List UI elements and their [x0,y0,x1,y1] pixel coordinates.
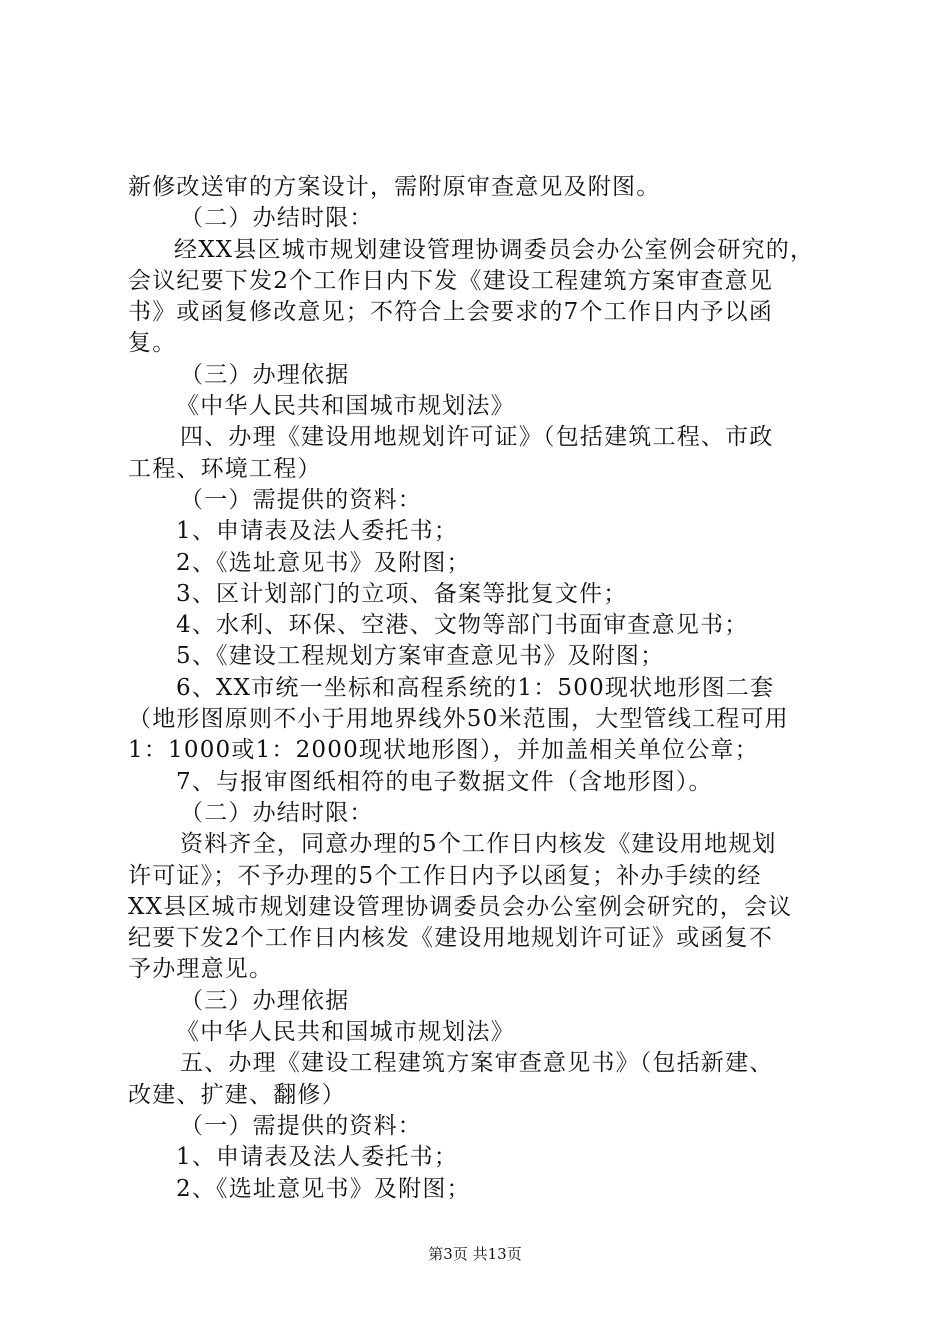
list-item: 1、申请表及法人委托书； [176,518,459,545]
list-item: 5、《建设工程规划方案审查意见书》及附图； [176,643,665,670]
law-reference: 《中华人民共和国城市规划法》 [176,393,515,420]
list-item: 2、《选址意见书》及附图； [176,549,471,576]
section-heading: （三）办理依据 [180,987,350,1014]
section-heading: （一）需提供的资料： [180,1112,422,1139]
text-line: 1：1000或1：2000现状地形图），并加盖相关单位公章； [128,737,759,764]
text-line: 工程、环境工程） [128,455,322,482]
law-reference: 《中华人民共和国城市规划法》 [176,1019,515,1046]
page-number-footer: 第3页 共13页 [428,1245,522,1263]
text-line: XX县区城市规划建设管理协调委员会办公室例会研究的，会议 [128,893,793,920]
text-line: 书》或函复修改意见；不符合上会要求的7个工作日内予以函 [128,299,774,326]
text-line: 予办理意见。 [128,956,274,983]
section-heading: （二）办结时限： [180,799,374,826]
text-line: 会议纪要下发2个工作日内下发《建设工程建筑方案审查意见 [128,267,774,294]
chapter-heading: 四、办理《建设用地规划许可证》（包括建筑工程、市政 [180,424,774,451]
list-item: 3、区计划部门的立项、备案等批复文件； [176,580,628,607]
text-line: 改建、扩建、翻修） [128,1081,346,1108]
text-line: 资料齐全，同意办理的5个工作日内核发《建设用地规划 [180,831,777,858]
list-item: 1、申请表及法人委托书； [176,1144,459,1171]
text-line: 复。 [128,330,177,357]
section-heading: （二）办结时限： [180,205,374,232]
list-item: 4、水利、环保、空港、文物等部门书面审查意见书； [176,612,749,639]
text-line: 经XX县区城市规划建设管理协调委员会办公室例会研究的， [174,236,815,263]
text-line: （地形图原则不小于用地界线外50米范围，大型管线工程可用 [128,706,789,733]
chapter-heading: 五、办理《建设工程建筑方案审查意见书》（包括新建、 [180,1050,774,1077]
text-line: 纪要下发2个工作日内核发《建设用地规划许可证》或函复不 [128,925,774,952]
list-item: 6、XX市统一坐标和高程系统的1：500现状地形图二套 [176,674,775,701]
text-line: 许可证》；不予办理的5个工作日内予以函复；补办手续的经 [128,862,762,889]
list-item: 7、与报审图纸相符的电子数据文件（含地形图）。 [176,768,713,795]
text-line: 新修改送审的方案设计，需附原审查意见及附图。 [128,174,661,200]
section-heading: （一）需提供的资料： [180,486,422,513]
list-item: 2、《选址意见书》及附图； [176,1175,471,1202]
document-body [128,172,840,1205]
section-heading: （三）办理依据 [180,361,350,388]
